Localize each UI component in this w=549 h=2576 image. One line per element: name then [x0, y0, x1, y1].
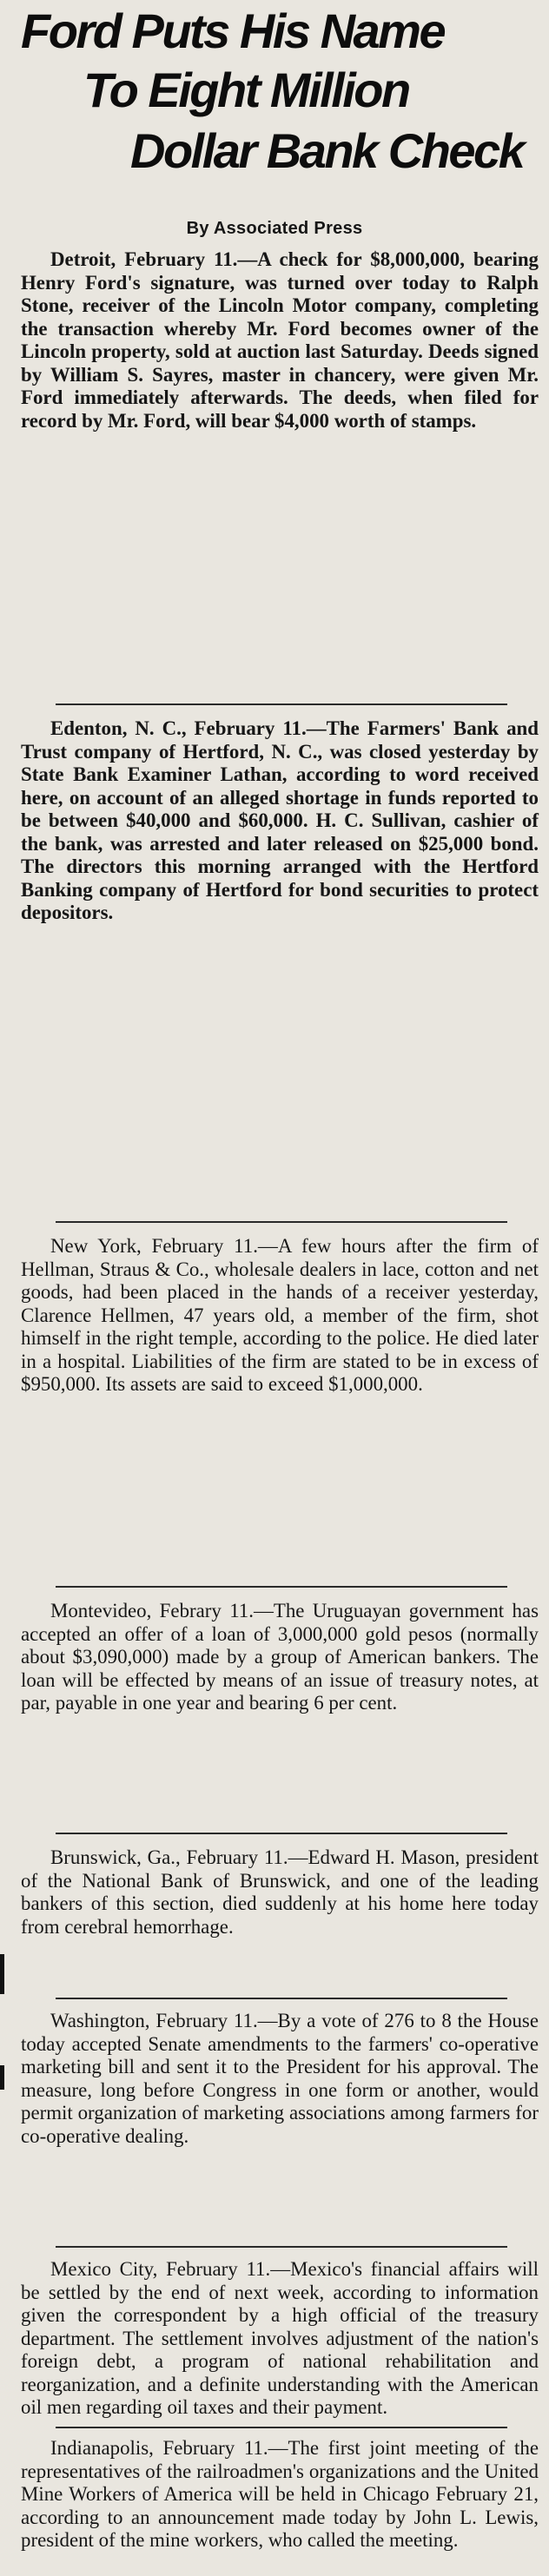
divider-rule	[56, 1833, 507, 1834]
divider-rule	[56, 2246, 507, 2248]
article-detroit	[21, 248, 539, 433]
divider-rule	[56, 2427, 507, 2428]
divider-rule	[56, 1998, 507, 1999]
byline: By Associated Press	[186, 219, 363, 238]
article-text: Washington, February 11.—By a vote of 276 to 8 the House today accepted Senate amendments to the farmers' co-operative marketing bill and sent it to the President for his approval. The measure, long before Congress in one form or another, would permit organization of marketing associations among farmers for co-operative dealing.	[21, 2010, 539, 2147]
headline-line-1: Ford Puts His Name	[21, 3, 445, 58]
article-text: Edenton, N. C., February 11.—The Farmers' Bank and Trust company of Hertford, N. C., was closed yesterday by State Bank Examiner Lathan, according to word received here, on account of an alleged shortage in funds reported to be between $40,000 and $60,000. H. C. Sullivan, cashier of the bank, was arrested and later released on $25,000 bond. The directors this morning arranged with the Hertford Banking company of Hertford for bond securities to protect depositors.	[21, 717, 539, 923]
article-montevideo	[21, 1600, 539, 1715]
headline-line-2: To Eight Million	[83, 63, 409, 117]
article-new-york	[21, 1235, 539, 1397]
article-text: Indianapolis, February 11.—The first joint meeting of the representatives of the railroadmen's organizations and the United Mine Workers of America will be held in Chicago February 21, according to an announcement made today by John L. Lewis, president of the mine workers, who called the meeting.	[21, 2437, 539, 2551]
article-text: Detroit, February 11.—A check for $8,000,000, bearing Henry Ford's signature, was turned over today to Ralph Stone, receiver of the Lincoln Motor company, completing the transaction whereby Mr. Ford becomes owner of the Lincoln property, sold at auction last Saturday. Deeds signed by William S. Sayres, master in chancery, were given Mr. Ford immediately afterwards. The deeds, when filed for record by Mr. Ford, will bear $4,000 worth of stamps.	[21, 248, 539, 432]
divider-rule	[56, 1586, 507, 1588]
article-text: Montevideo, Febrary 11.—The Uruguayan government has accepted an offer of a loan of 3,000,000 gold pesos (normally about $3,090,000) made by a group of American bankers. The loan will be effected by means of an issue of treasury notes, at par, payable in one year and bearing 6 per cent.	[21, 1600, 539, 1714]
article-text: Brunswick, Ga., February 11.—Edward H. Mason, president of the National Bank of Brunswick, and one of the leading bankers of this section, died suddenly at his home here today from cerebral hemorrhage.	[21, 1846, 539, 1938]
article-text: New York, February 11.—A few hours after the firm of Hellman, Straus & Co., wholesale dealers in lace, cotton and net goods, had been placed in the hands of a receiver yesterday, Clarence Hellmen, 47 years old, a member of the firm, shot himself in the right temple, according to the police. He died later in a hospital. Liabilities of the firm are stated to be in excess of $950,000. Its assets are said to exceed $1,000,000.	[21, 1235, 539, 1395]
margin-mark	[0, 1954, 4, 1994]
article-washington	[21, 2010, 539, 2148]
article-mexico-city	[21, 2258, 539, 2420]
article-edenton	[21, 717, 539, 925]
article-brunswick	[21, 1846, 539, 1939]
article-text: Mexico City, February 11.—Mexico's financial affairs will be settled by the end of next week, according to information given the correspondent by a high official of the treasury department. The settlement involves adjustment of the nation's foreign debt, a program of national rehabilitation and reorganization, and a definite understanding with the American oil men regarding oil taxes and their payment.	[21, 2258, 539, 2418]
divider-rule	[56, 1221, 507, 1223]
divider-rule	[56, 703, 507, 705]
headline-line-3: Dollar Bank Check	[130, 123, 524, 178]
headline	[0, 0, 549, 193]
margin-mark	[0, 2065, 4, 2090]
article-indianapolis	[21, 2437, 539, 2553]
